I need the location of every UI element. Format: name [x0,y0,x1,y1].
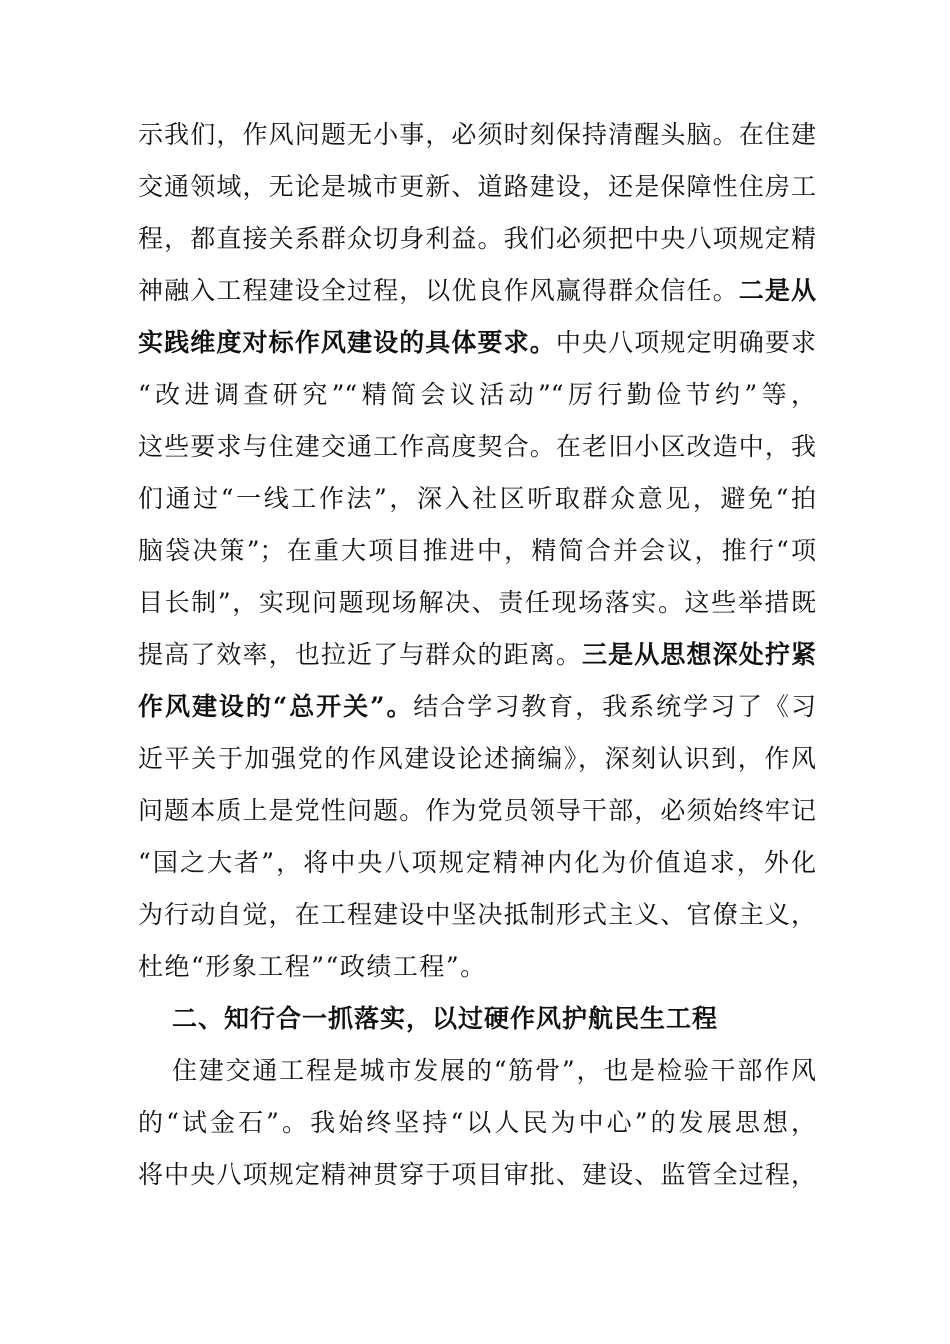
text-line [138,629,816,681]
text-line: 脑袋决策”；在重大项目推进中，精简合并会议，推行“项 [138,536,816,565]
bold-point-three-cont: 作风建设的“总开关”。 [138,692,414,721]
text-line: 问题本质上是党性问题。作为党员领导干部，必须始终牢记 [138,796,816,825]
text-run: 中央八项规定明确要求 [555,328,816,357]
text-run: 神融入工程建设全过程，以优良作风赢得群众信任。 [138,276,739,305]
text-line [138,317,816,369]
text-line: “国之大者”，将中央八项规定精神内化为价值追求，外化 [138,848,816,877]
text-line: 交通领域，无论是城市更新、道路建设，还是保障性住房工 [138,172,816,201]
text-run: 结合学习教育，我系统学习了《习 [413,692,816,721]
text-line: 示我们，作风问题无小事，必须时刻保持清醒头脑。在住建 [138,120,816,149]
text-line: 将中央八项规定精神贯穿于项目审批、建设、监管全过程， [138,1160,816,1189]
text-line: 程，都直接关系群众切身利益。我们必须把中央八项规定精 [138,224,816,253]
text-line: 的“试金石”。我始终坚持“以人民为中心”的发展思想， [138,1108,816,1137]
section-heading: 二、知行合一抓落实，以过硬作风护航民生工程 [172,1004,719,1033]
text-run: 提高了效率，也拉近了与群众的距离。 [138,640,583,669]
text-line: 这些要求与住建交通工作高度契合。在老旧小区改造中，我 [138,432,816,461]
text-line: 住建交通工程是城市发展的“筋骨”，也是检验干部作风 [172,1056,816,1085]
text-line: 们通过“一线工作法”，深入社区听取群众意见，避免“拍 [138,484,816,513]
text-line: 近平关于加强党的作风建设论述摘编》，深刻认识到，作风 [138,744,816,773]
bold-point-three: 三是从思想深处拧紧 [582,640,816,669]
text-line [138,265,816,317]
text-line: 杜绝“形象工程”“政绩工程”。 [138,952,487,981]
bold-point-two-cont: 实践维度对标作风建设的具体要求。 [138,328,556,357]
document-page [138,109,816,1201]
text-line: “改进调查研究”“精简会议活动”“厉行勤俭节约”等， [138,380,816,409]
bold-point-two: 二是从 [738,276,816,305]
text-line: 目长制”，实现问题现场解决、责任现场落实。这些举措既 [138,588,816,617]
text-line [138,681,816,733]
text-line: 为行动自觉，在工程建设中坚决抵制形式主义、官僚主义， [138,900,816,929]
